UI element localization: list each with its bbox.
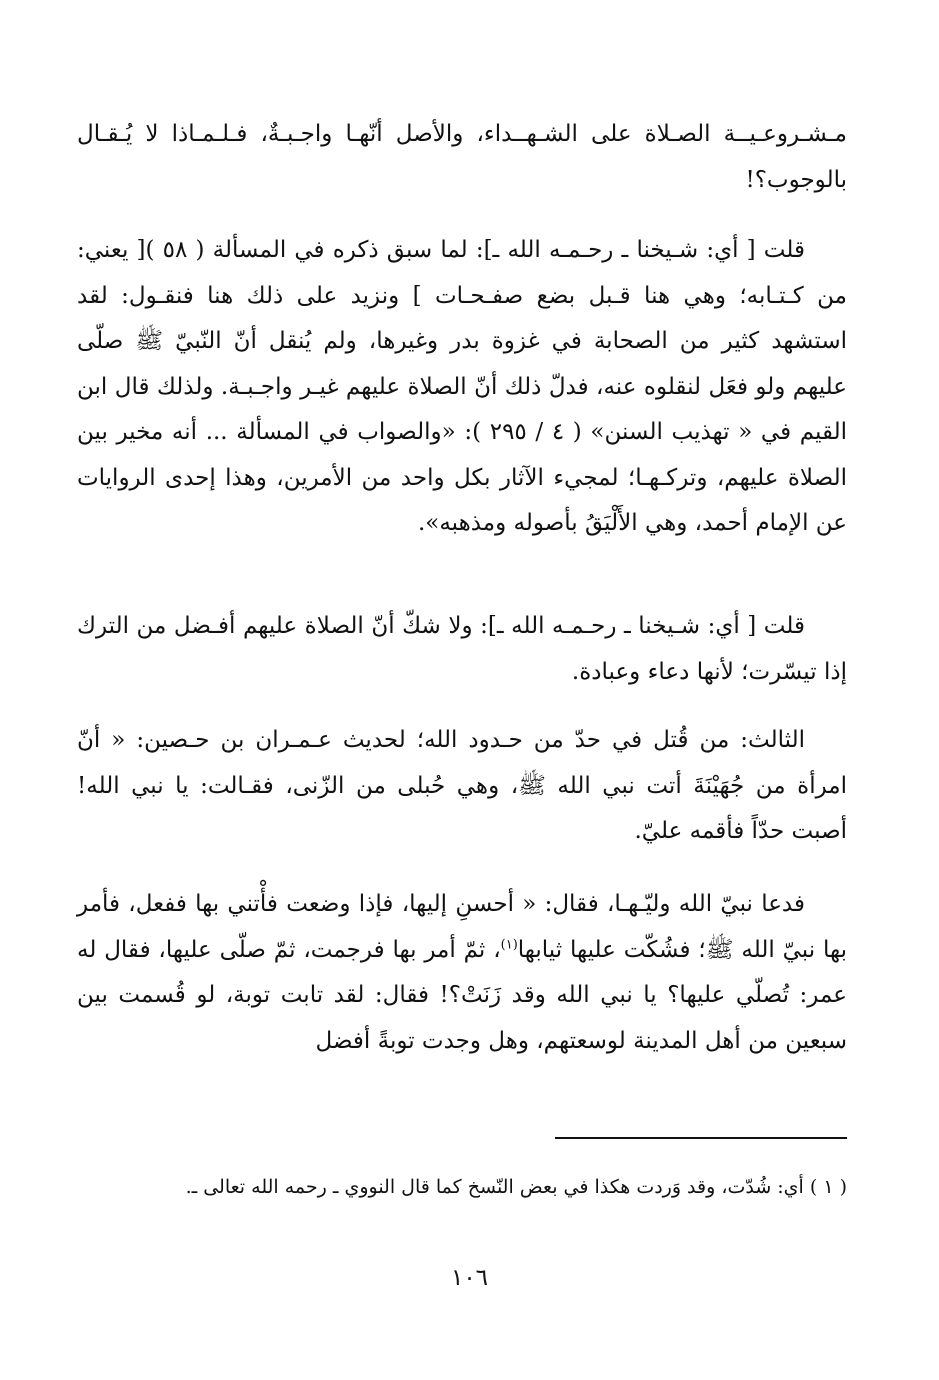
paragraph-text: قلت [ أي: شـيخنا ـ رحـمـه الله ـ]: ولا شكّ أنّ الصلاة عليهم أفـضل من الترك إذا تيسّرت؛ لأنها دعاء وعبادة. bbox=[77, 613, 847, 685]
paragraph-ibn-qayyim-quote bbox=[77, 228, 847, 547]
page-number: ١٠٦ bbox=[450, 1265, 489, 1291]
paragraph-third-case bbox=[77, 718, 847, 855]
footnote-reference-mark: (١) bbox=[500, 936, 518, 952]
footnote: ( ١ ) أي: شُدّت، وقد وَردت هكذا في بعض النّسخ كما قال النووي ـ رحمه الله تعالى ـ. bbox=[185, 1176, 847, 1198]
paragraph-hadith-continuation bbox=[77, 882, 847, 1064]
paragraph-continuation bbox=[77, 112, 847, 203]
paragraph-text-part: فدعا نبيّ الله وليّـهـا، فقال: « أحسنِ إليها، فإذا وضعت فأْتني بها ففعل، فأمر بها نبيّ الله ﷺ؛ فشُكّت عليها ثيابها bbox=[77, 891, 848, 963]
footnote-divider bbox=[555, 1137, 847, 1139]
paragraph-preference bbox=[77, 604, 847, 695]
paragraph-text: مـشـروعـيــة الصـلاة على الشـهــداء، والأصل أنّهـا واجـبـةٌ، فـلـمـاذا لا يُـقـال بالوجوب؟! bbox=[77, 121, 847, 193]
paragraph-text-part: ، ثمّ أمر بها فرجمت، ثمّ صلّى عليها، فقال له عمر: تُصلّي عليها؟ يا نبي الله وقد زَنَتْ؟! فقال: لقد تابت توبة، لو قُسمت بين سبعين من أهل المدينة لوسعتهم، وهل وجدت توبةً أفضل bbox=[77, 936, 847, 1054]
paragraph-text: الثالث: من قُتل في حدّ من حـدود الله؛ لحديث عـمـران بن حـصين: « أنّ امرأة من جُهَيْنَةَ أتت نبي الله ﷺ، وهي حُبلى من الزّنى، فقـالت: يا نبي الله! أصبت حدّاً فأقمه عليّ. bbox=[77, 727, 847, 844]
paragraph-text bbox=[77, 882, 847, 1064]
paragraph-text: قلت [ أي: شـيخنا ـ رحـمـه الله ـ]: لما سبق ذكره في المسألة ( ٥٨ )[ يعني: من كـتـابه؛ وهي هنا قـبل بضع صفـحـات ] ونزيد على ذلك هنا فنقـول: لقد استشهد كثير من الصحابة في غزوة بدر وغيرها، ولم يُنقل أنّ النّبيّ ﷺ صلّى عليهم ولو فعَل لنقلوه عنه، فدلّ ذلك أنّ الصلاة عليهم غيـر واجـبـة. ولذلك قال ابن القيم في « تهذيب السنن» ( ٤ / ٢٩٥ ): «والصواب في المسألة ... أنه مخير بين الصلاة عليهم، وتركـهـا؛ لمجيء الآثار بكل واحد من الأمرين، وهذا إحدى الروايات عن الإمام أحمد، وهي الأَلْيَقُ بأصوله ومذهبه». bbox=[77, 237, 847, 536]
